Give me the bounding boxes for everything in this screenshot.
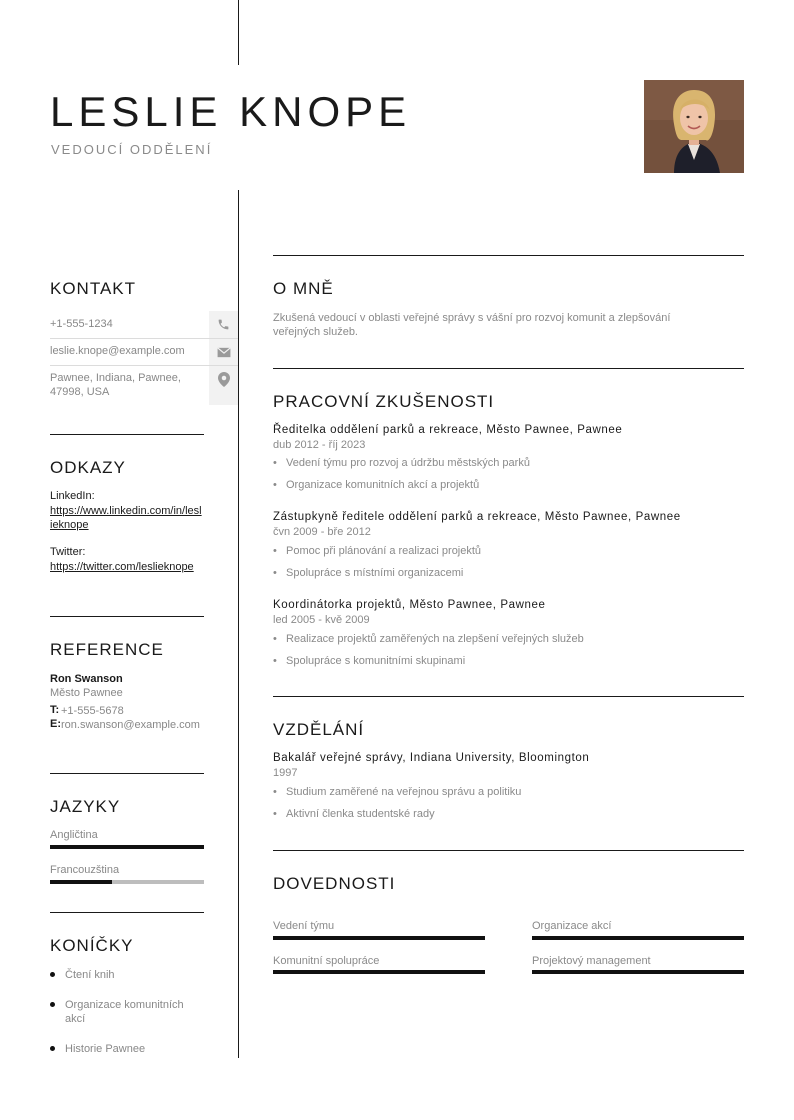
vertical-divider-top [238,0,239,65]
language-level-fill [50,845,204,849]
bullet-text: Vedení týmu pro rozvoj a údržbu městských parků [286,457,530,469]
hobby-text: Čtení knih [65,969,115,981]
candidate-job-title: VEDOUCÍ ODDĚLENÍ [51,142,213,157]
list-item [50,998,200,1026]
bullet-glyph: • [273,457,277,469]
job-date: dub 2012 - říj 2023 [273,439,366,451]
skill-level-fill [532,936,744,940]
reference-name: Ron Swanson [50,673,123,685]
language-level-fill [50,880,112,884]
reference-email-prefix: E: [50,718,61,730]
skill-level-bar [273,970,485,974]
hobby-text: Historie Pawnee [65,1043,146,1055]
bullet-text: Organizace komunitních akcí a projektů [286,479,480,491]
education-heading: VZDĚLÁNÍ [273,720,365,739]
hobby-text: Organizace komunitních akcí [65,999,184,1025]
reference-phone-line [50,704,204,718]
bullet-dot [50,1046,55,1051]
bullet-glyph: • [273,633,277,645]
skill-level-fill [273,970,485,974]
bullet-dot [50,1002,55,1007]
hobbies-heading: KONÍČKY [50,936,134,955]
section-divider [50,912,204,913]
contact-address-row [50,366,238,405]
language-level-bar [50,845,204,849]
skill-level-bar [532,936,744,940]
experience-heading: PRACOVNÍ ZKUŠENOSTI [273,392,495,411]
list-item [50,1042,200,1056]
bullet-text: Pomoc při plánování a realizaci projektů [286,545,482,557]
reference-org: Město Pawnee [50,687,123,699]
twitter-link[interactable]: https://twitter.com/leslieknope [50,561,194,573]
about-heading: O MNĚ [273,279,334,298]
bullet-glyph: • [273,655,277,667]
education-year: 1997 [273,767,298,779]
section-divider [273,696,744,697]
bullet-glyph: • [273,786,277,798]
language-name: Angličtina [50,829,98,841]
candidate-name: LESLIE KNOPE [50,88,412,135]
bullet-text: Aktivní členka studentské rady [286,808,435,820]
section-divider [273,255,744,256]
job-title: Koordinátorka projektů, Město Pawnee, Pawnee [273,599,546,611]
skill-level-fill [273,936,485,940]
skill-level-bar [273,936,485,940]
contact-email-row [50,339,238,365]
bullet-text: Realizace projektů zaměřených na zlepšení veřejných služeb [286,633,584,645]
location-pin-icon [209,366,238,405]
contact-address: Pawnee, Indiana, Pawnee, 47998, USA [50,372,181,398]
job-date: čvn 2009 - bře 2012 [273,526,371,538]
languages-heading: JAZYKY [50,797,121,816]
section-divider [50,773,204,774]
language-level-bar [50,880,204,884]
reference-email[interactable]: ron.swanson@example.com [61,719,200,731]
section-divider [50,616,204,617]
bullet-glyph: • [273,808,277,820]
skill-level-fill [532,970,744,974]
bullet-glyph: • [273,479,277,491]
job-title: Ředitelka oddělení parků a rekreace, Město Pawnee, Pawnee [273,424,623,436]
vertical-divider-main [238,190,239,1058]
profile-photo [644,80,744,173]
about-text: Zkušená vedoucí v oblasti veřejné správy s vášní pro rozvoj komunit a zlepšování veřejných služeb. [273,312,671,338]
reference-phone-prefix: T: [50,704,60,716]
phone-icon [209,311,238,338]
links-heading: ODKAZY [50,458,126,477]
contact-phone-row [50,311,238,338]
skill-name: Projektový management [532,955,651,967]
bullet-text: Spolupráce s místními organizacemi [286,567,464,579]
skill-name: Organizace akcí [532,920,612,932]
language-name: Francouzština [50,864,120,876]
contact-heading: KONTAKT [50,279,137,298]
envelope-icon [209,339,238,365]
twitter-label: Twitter: [50,546,86,558]
reference-email-line [50,718,204,746]
section-divider [273,368,744,369]
list-item [50,968,200,982]
bullet-glyph: • [273,545,277,557]
job-date: led 2005 - kvě 2009 [273,614,370,626]
linkedin-link[interactable]: https://www.linkedin.com/in/leslieknope [50,505,202,531]
bullet-text: Studium zaměřené na veřejnou správu a politiku [286,786,522,798]
references-heading: REFERENCE [50,640,164,659]
linkedin-label: LinkedIn: [50,490,95,502]
skills-heading: DOVEDNOSTI [273,874,396,893]
contact-email[interactable]: leslie.knope@example.com [50,345,185,357]
skill-name: Vedení týmu [273,920,335,932]
skill-name: Komunitní spolupráce [273,955,380,967]
bullet-glyph: • [273,567,277,579]
job-title: Zástupkyně ředitele oddělení parků a rekreace, Město Pawnee, Pawnee [273,511,681,523]
section-divider [50,434,204,435]
contact-phone[interactable]: +1-555-1234 [50,318,113,330]
reference-phone[interactable]: +1-555-5678 [61,705,124,717]
bullet-dot [50,972,55,977]
education-title: Bakalář veřejné správy, Indiana University, Bloomington [273,752,590,764]
section-divider [273,850,744,851]
bullet-text: Spolupráce s komunitními skupinami [286,655,466,667]
skill-level-bar [532,970,744,974]
